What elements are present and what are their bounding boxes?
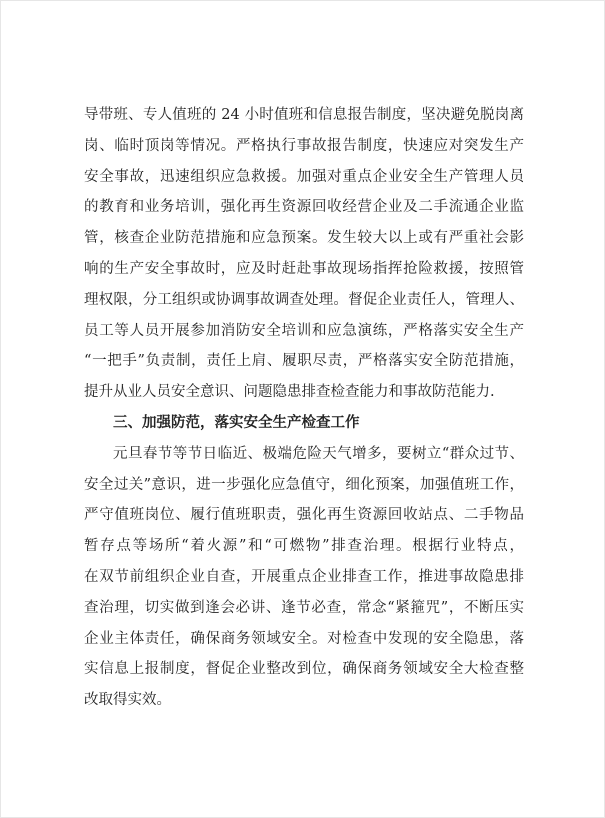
- paragraph-line: 管，核查企业防范措施和应急预案。发生较大以上或有严重社会影: [84, 230, 524, 247]
- paragraph-line: 员工等人员开展参加消防安全培训和应急演练，严格落实安全生产: [84, 322, 524, 339]
- paragraph-line: 元旦春节等节日临近、极端危险天气增多，要树立“群众过节、: [113, 445, 524, 462]
- section-heading: 三、加强防范，落实安全生产检查工作: [113, 414, 360, 431]
- paragraph-line: 岗、临时顶岗等情况。严格执行事故报告制度，快速应对突发生产: [84, 137, 524, 154]
- paragraph-line: “一把手”负责制，责任上肩、履职尽责，严格落实安全防范措施，: [84, 353, 524, 370]
- paragraph-line: 在双节前组织企业自查，开展重点企业排查工作，推进事故隐患排: [84, 568, 524, 585]
- paragraph-line: 查治理，切实做到逢会必讲、逢节必查，常念“紧箍咒”，不断压实: [84, 599, 524, 616]
- paragraph-line: 暂存点等场所“着火源”和“可燃物”排查治理。根据行业特点，: [84, 538, 524, 555]
- paragraph-line: 的教育和业务培训，强化再生资源回收经营企业及二手流通企业监: [84, 199, 524, 216]
- paragraph-line: 企业主体责任，确保商务领域安全。对检查中发现的安全隐患，落: [84, 630, 524, 647]
- paragraph-line: 提升从业人员安全意识、问题隐患排查检查能力和事故防范能力.: [84, 384, 495, 401]
- paragraph-line: 理权限，分工组织或协调事故调查处理。督促企业责任人，管理人、: [84, 291, 524, 308]
- paragraph-line: 改取得实效。: [84, 692, 171, 709]
- paragraph-line: 安全事故，迅速组织应急救援。加强对重点企业安全生产管理人员: [84, 168, 524, 185]
- paragraph-line: 实信息上报制度，督促企业整改到位，确保商务领域安全大检查整: [84, 661, 524, 678]
- paragraph-line: 导带班、专人值班的 24 小时值班和信息报告制度，坚决避免脱岗离: [84, 107, 524, 123]
- paragraph-line: 安全过关”意识，进一步强化应急值守，细化预案，加强值班工作，: [84, 476, 524, 493]
- paragraph-line: 响的生产安全事故时，应及时赶赴事故现场指挥抢险救援，按照管: [84, 260, 524, 277]
- document-body: [84, 100, 524, 716]
- paragraph-line: 严守值班岗位、履行值班职责，强化再生资源回收站点、二手物品: [84, 507, 524, 524]
